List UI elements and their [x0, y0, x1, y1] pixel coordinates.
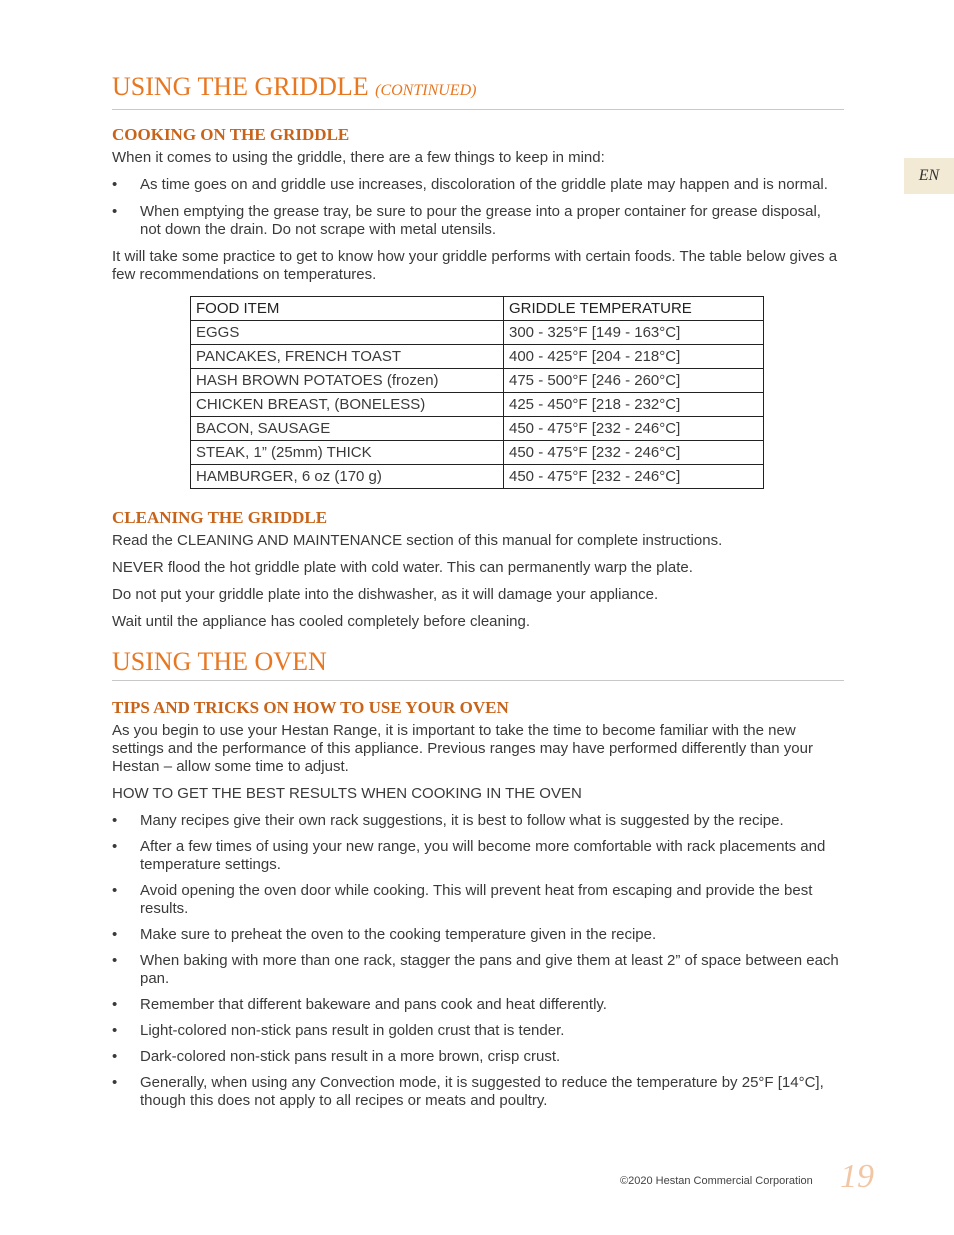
cleaning-paragraph: Read the CLEANING AND MAINTENANCE section of this manual for complete instructions.	[112, 532, 723, 549]
list-item	[112, 176, 844, 194]
bullet-icon: •	[112, 1074, 118, 1091]
list-item	[112, 1048, 844, 1066]
bullet-text: Avoid opening the oven door while cooking. This will prevent heat from escaping and provide the best results.	[140, 882, 813, 917]
table-row	[191, 465, 764, 489]
page-content	[112, 70, 844, 1110]
table-row	[191, 393, 764, 417]
bullet-text: Generally, when using any Convection mode, it is suggested to reduce the temperature by 25°F [14°C], though this does not apply to all recipes or meats and poultry.	[140, 1074, 824, 1109]
griddle-temperature-table	[190, 296, 764, 489]
oven-intro: As you begin to use your Hestan Range, it is important to take the time to become familiar with the new settings and the performance of this appliance. Previous ranges may have performed differently than your Hestan – allow some time to adjust.	[112, 722, 813, 775]
cleaning-griddle-heading: CLEANING THE GRIDDLE	[112, 508, 328, 527]
griddle-title-text: USING THE GRIDDLE	[112, 72, 369, 101]
bullet-icon: •	[112, 952, 118, 969]
list-item	[112, 1074, 844, 1110]
list-item	[112, 996, 844, 1014]
bullet-text: Make sure to preheat the oven to the cooking temperature given in the recipe.	[140, 926, 657, 943]
bullet-icon: •	[112, 176, 118, 193]
column-header-food-item: FOOD ITEM	[191, 297, 504, 321]
list-item	[112, 838, 844, 874]
temperature-cell: 300 - 325°F [149 - 163°C]	[504, 321, 764, 345]
cleaning-paragraph: NEVER flood the hot griddle plate with cold water. This can permanently warp the plate.	[112, 559, 693, 576]
food-item-cell: CHICKEN BREAST, (BONELESS)	[191, 393, 504, 417]
bullet-text: Dark-colored non-stick pans result in a more brown, crisp crust.	[140, 1048, 561, 1065]
table-row	[191, 345, 764, 369]
bullet-icon: •	[112, 838, 118, 855]
bullet-text: Many recipes give their own rack suggestions, it is best to follow what is suggested by the recipe.	[140, 812, 784, 829]
cleaning-paragraph: Wait until the appliance has cooled completely before cleaning.	[112, 613, 531, 630]
bullet-icon: •	[112, 882, 118, 899]
food-item-cell: STEAK, 1” (25mm) THICK	[191, 441, 504, 465]
oven-tips-heading: TIPS AND TRICKS ON HOW TO USE YOUR OVEN	[112, 698, 509, 717]
temperature-cell: 475 - 500°F [246 - 260°C]	[504, 369, 764, 393]
table-row	[191, 417, 764, 441]
list-item	[112, 203, 844, 239]
griddle-bullet-list	[112, 176, 844, 239]
oven-section-title	[112, 645, 844, 681]
language-tab: EN	[904, 158, 954, 194]
temperature-cell: 450 - 475°F [232 - 246°C]	[504, 441, 764, 465]
food-item-cell: HASH BROWN POTATOES (frozen)	[191, 369, 504, 393]
list-item	[112, 882, 844, 918]
bullet-text: As time goes on and griddle use increases, discoloration of the griddle plate may happen and is normal.	[140, 176, 828, 193]
list-item	[112, 1022, 844, 1040]
bullet-icon: •	[112, 203, 118, 220]
bullet-icon: •	[112, 926, 118, 943]
bullet-text: After a few times of using your new range, you will become more comfortable with rack placements and temperature settings.	[140, 838, 826, 873]
oven-bullet-list	[112, 812, 844, 1110]
list-item	[112, 812, 844, 830]
food-item-cell: EGGS	[191, 321, 504, 345]
bullet-icon: •	[112, 996, 118, 1013]
oven-title-text: USING THE OVEN	[112, 647, 327, 676]
cooking-griddle-heading: COOKING ON THE GRIDDLE	[112, 125, 350, 144]
temperature-cell: 450 - 475°F [232 - 246°C]	[504, 465, 764, 489]
griddle-section-title	[112, 70, 844, 110]
bullet-text: Light-colored non-stick pans result in golden crust that is tender.	[140, 1022, 565, 1039]
bullet-text: When baking with more than one rack, stagger the pans and give them at least 2” of space between each pan.	[140, 952, 839, 987]
table-row	[191, 369, 764, 393]
food-item-cell: PANCAKES, FRENCH TOAST	[191, 345, 504, 369]
bullet-icon: •	[112, 812, 118, 829]
food-item-cell: HAMBURGER, 6 oz (170 g)	[191, 465, 504, 489]
temperature-cell: 450 - 475°F [232 - 246°C]	[504, 417, 764, 441]
cleaning-paragraph: Do not put your griddle plate into the dishwasher, as it will damage your appliance.	[112, 586, 659, 603]
page-number: 19	[840, 1158, 874, 1195]
food-item-cell: BACON, SAUSAGE	[191, 417, 504, 441]
griddle-intro: When it comes to using the griddle, there are a few things to keep in mind:	[112, 149, 605, 166]
table-row	[191, 441, 764, 465]
bullet-text: Remember that different bakeware and pans cook and heat differently.	[140, 996, 607, 1013]
table-header-row	[191, 297, 764, 321]
column-header-griddle-temperature: GRIDDLE TEMPERATURE	[504, 297, 764, 321]
griddle-title-suffix: (CONTINUED)	[375, 82, 477, 99]
bullet-icon: •	[112, 1048, 118, 1065]
bullet-text: When emptying the grease tray, be sure to pour the grease into a proper container for grease disposal, not down the drain. Do not scrape with metal utensils.	[140, 203, 821, 238]
temperature-cell: 400 - 425°F [204 - 218°C]	[504, 345, 764, 369]
table-row	[191, 321, 764, 345]
temperature-cell: 425 - 450°F [218 - 232°C]	[504, 393, 764, 417]
list-item	[112, 926, 844, 944]
griddle-practice-text: It will take some practice to get to know how your griddle performs with certain foods. The table below gives a few recommendations on temperatures.	[112, 248, 838, 283]
footer-copyright: ©2020 Hestan Commercial Corporation	[620, 1175, 813, 1187]
oven-howto-heading: HOW TO GET THE BEST RESULTS WHEN COOKING IN THE OVEN	[112, 785, 582, 802]
bullet-icon: •	[112, 1022, 118, 1039]
list-item	[112, 952, 844, 988]
